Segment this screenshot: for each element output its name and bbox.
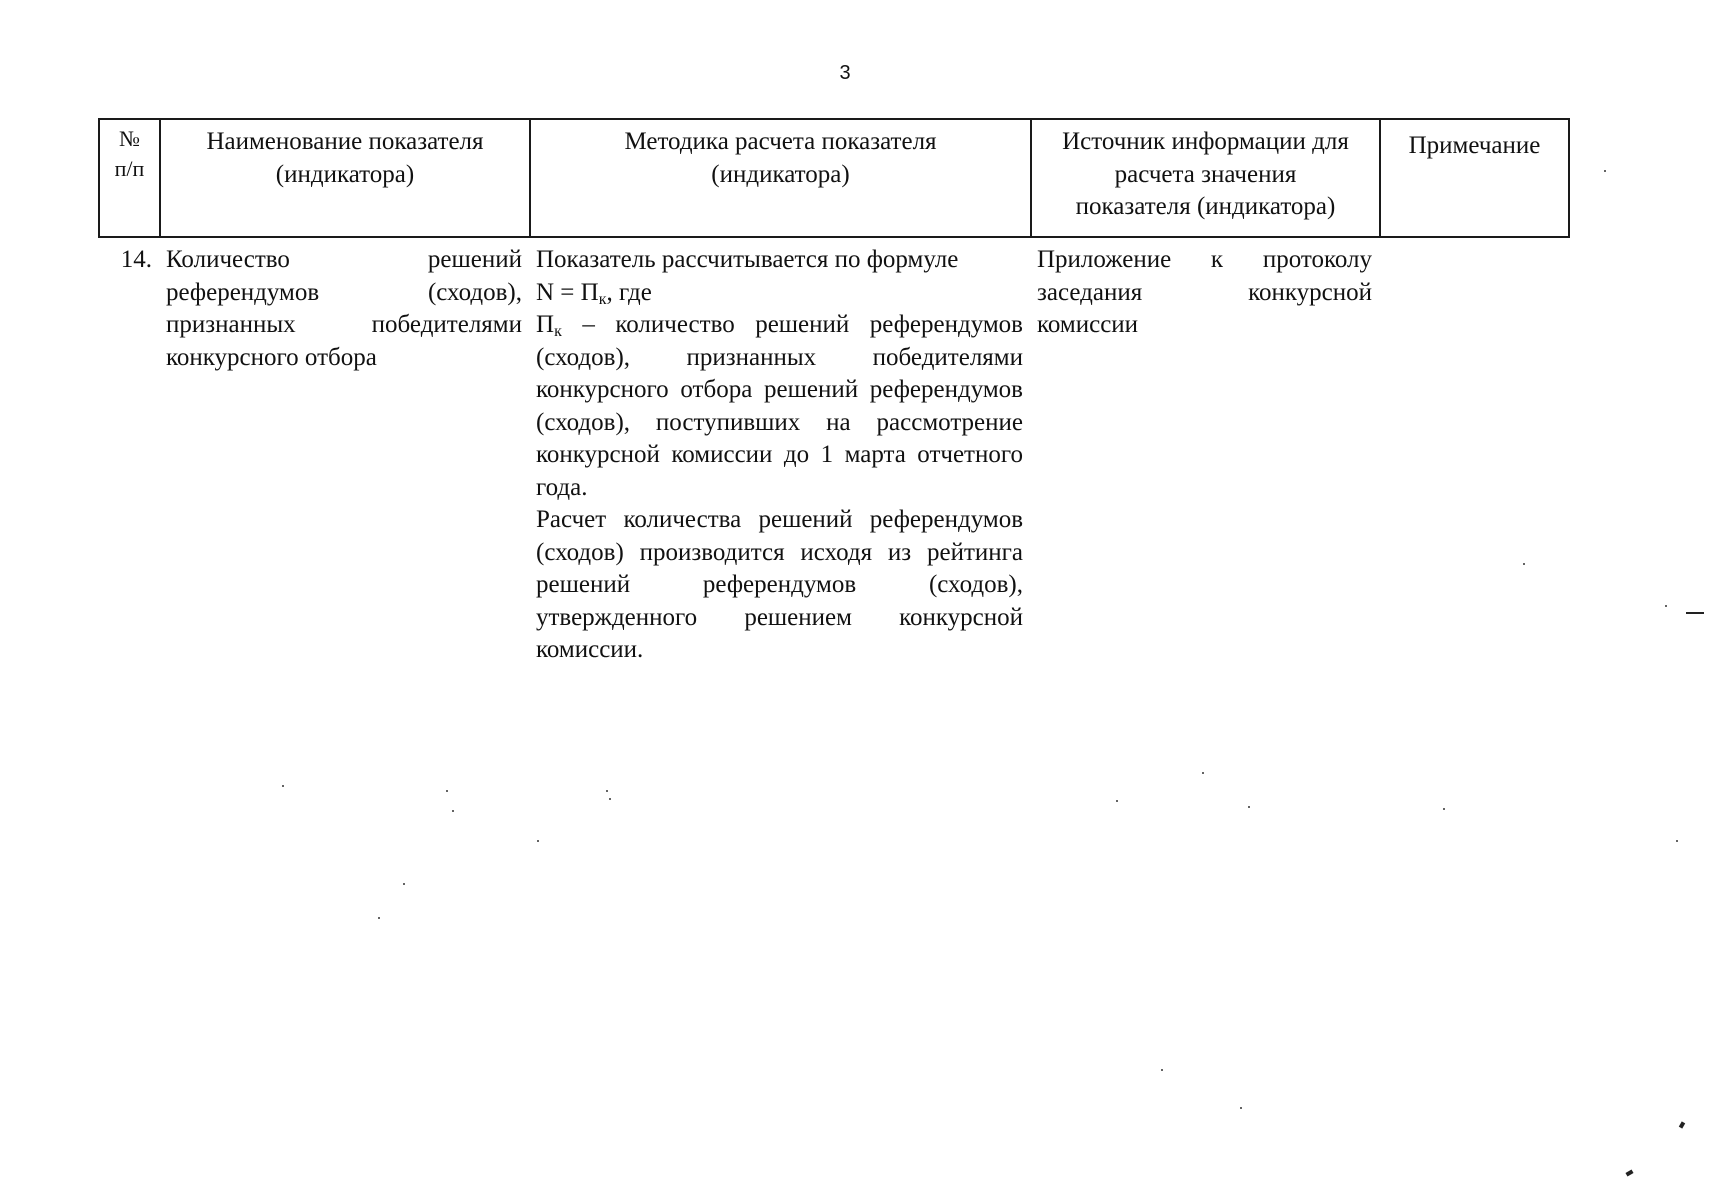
header-source-line-2: расчета значения [1114, 160, 1297, 188]
formula-suffix: , где [606, 278, 652, 306]
header-source-line-1: Источник информации для [1062, 128, 1349, 155]
formula-prefix: N = П [536, 278, 599, 306]
scan-speck [403, 883, 405, 885]
calculation-method-cell [530, 237, 1031, 667]
header-number-line-1: № [119, 126, 140, 151]
definition-subscript: к [554, 323, 562, 340]
header-method-line-1: Методика расчета показателя [624, 128, 937, 155]
scan-speck [1161, 1069, 1163, 1071]
scan-speck [606, 790, 608, 792]
method-intro: Показатель рассчитывается по формуле [536, 246, 959, 273]
method-paragraph-2: Расчет количества решений референдумов (сходов) производится исходя из рейтинга решений референдумов (сходов), утвержденного решением конкурсной комиссии. [536, 506, 1023, 663]
header-source-line-3: показателя (индикатора) [1075, 193, 1336, 220]
header-name-line-2: (индикатора) [275, 160, 415, 188]
scan-speck [1443, 808, 1445, 810]
scan-speck [446, 790, 448, 792]
header-calculation-method [530, 119, 1031, 237]
definition-symbol: П [536, 311, 555, 338]
scan-mark [1686, 612, 1704, 614]
header-method-line-2: (индикатора) [711, 160, 850, 188]
table-header-row [99, 119, 1569, 237]
scan-speck [1248, 806, 1250, 808]
scan-mark [1679, 1121, 1685, 1128]
scan-mark [1625, 1170, 1633, 1177]
header-number [99, 119, 160, 237]
scan-speck [452, 810, 454, 812]
scan-speck [1604, 170, 1606, 172]
formula-subscript: к [598, 290, 607, 308]
indicator-name-line: референдумов (сходов), [166, 278, 522, 306]
indicator-name-line: признанных победителями [166, 311, 522, 338]
indicator-name-line: Количество решений [166, 246, 522, 273]
method-definition [536, 309, 1023, 504]
definition-text: – количество решений референдумов (сходов), признанных победителями конкурсного отбора решений референдумов (сходов), поступивших на рассмотрение конкурсной комиссии до 1 марта отчетного года. [536, 311, 1023, 501]
page-number: 3 [839, 62, 851, 84]
header-number-line-2: п/п [114, 156, 145, 181]
header-indicator-name [160, 119, 530, 237]
scan-speck [1676, 840, 1678, 842]
scan-speck [378, 917, 380, 919]
method-formula [536, 277, 1023, 310]
scan-speck [282, 785, 284, 787]
header-information-source [1031, 119, 1380, 237]
scan-speck [537, 840, 539, 842]
scan-speck [1240, 1107, 1242, 1109]
information-source-cell [1031, 237, 1380, 667]
header-name-line-1: Наименование показателя [206, 128, 484, 155]
scan-speck [1523, 563, 1525, 565]
scan-speck [609, 798, 611, 800]
indicator-table [98, 118, 1570, 667]
scan-speck [1202, 772, 1204, 774]
scan-speck [1116, 800, 1118, 802]
indicator-name-cell [160, 237, 530, 667]
header-note: Примечание [1380, 119, 1569, 237]
information-source-text: Приложение к протоколу заседания конкурсной комиссии [1037, 246, 1372, 338]
row-number: 14. [120, 246, 152, 273]
note-cell [1380, 237, 1569, 667]
scan-speck [1665, 605, 1667, 607]
table-row [99, 237, 1569, 667]
indicator-name-line: конкурсного отбора [166, 343, 377, 371]
